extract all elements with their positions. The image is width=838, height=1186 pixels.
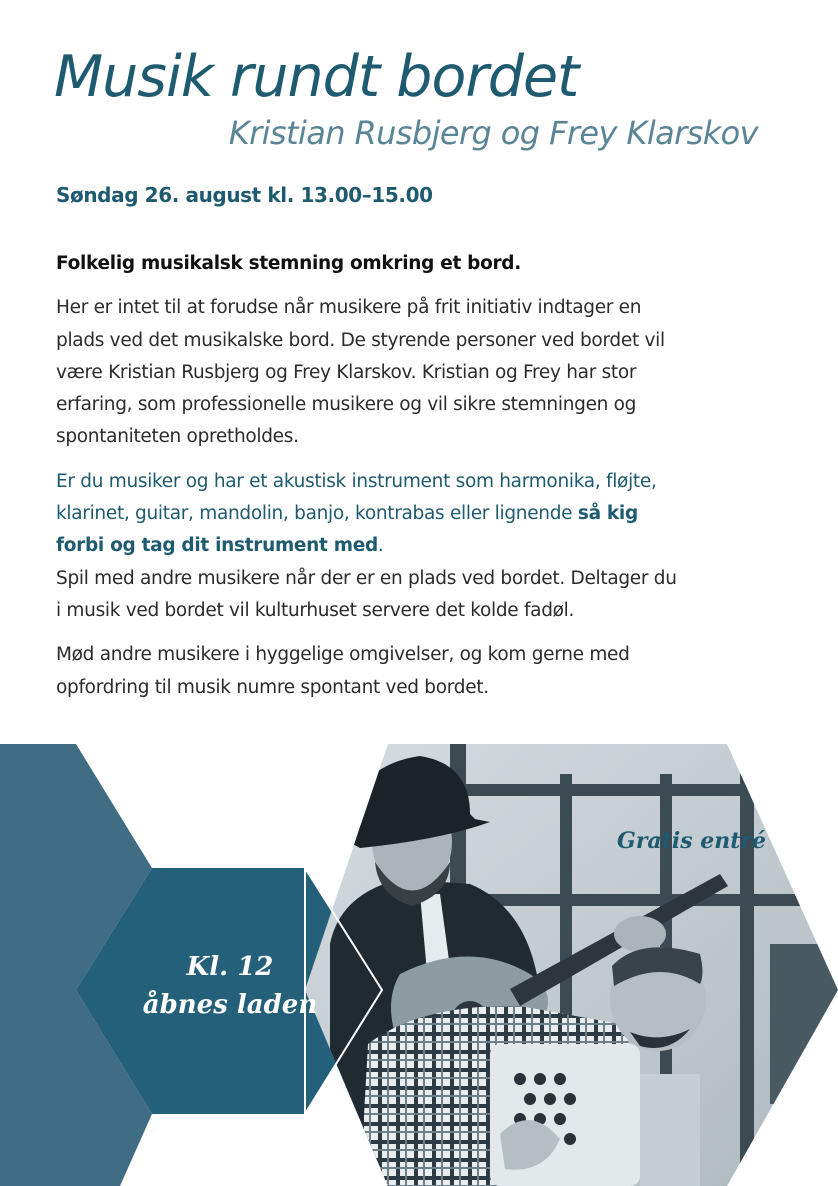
invitation-call-to-action: så kig forbi og tag dit instrument med bbox=[56, 503, 638, 557]
closing-paragraph: Mød andre musikere i hyggelige omgivelser, og kom gerne med opfordring til musik numre spontant ved bordet. bbox=[56, 644, 630, 698]
invitation-period: . bbox=[377, 535, 384, 557]
description-text bbox=[56, 248, 686, 716]
barn-opening-text bbox=[130, 948, 330, 1024]
intro-paragraph: Her er intet til at forudse når musikere på frit initiativ indtager en plads ved det musikalske bord. De styrende personer ved bordet vil være Kristian Rusbjerg og Frey Klarskov. Kristian og Frey har stor erfaring, som professionelle musikere og vil sikre stemningen og spontaniteten opretholdes. bbox=[56, 297, 665, 448]
invitation-text: Er du musiker og har et akustisk instrument som harmonika, fløjte, klarinet, guitar, mandolin, banjo, kontrabas eller lignende bbox=[56, 470, 657, 525]
musicians-photo bbox=[300, 744, 838, 1186]
lead-sentence: Folkelig musikalsk stemning omkring et bord. bbox=[56, 253, 521, 274]
page-title: Musik rundt bordet bbox=[54, 44, 579, 110]
hexagon-graphic bbox=[0, 744, 838, 1186]
barn-opening-label: åbnes laden bbox=[142, 990, 318, 1020]
event-date: Søndag 26. august kl. 13.00–15.00 bbox=[56, 183, 433, 207]
barn-opening-time: Kl. 12 bbox=[186, 952, 274, 982]
performers-subtitle: Kristian Rusbjerg og Frey Klarskov bbox=[228, 114, 758, 152]
free-entry-text: Gratis entré bbox=[617, 828, 766, 854]
invitation-paragraph bbox=[56, 466, 686, 563]
beer-paragraph: Spil med andre musikere når der er en plads ved bordet. Deltager du i musik ved bordet vil kulturhuset servere det kolde fadøl. bbox=[56, 567, 677, 621]
